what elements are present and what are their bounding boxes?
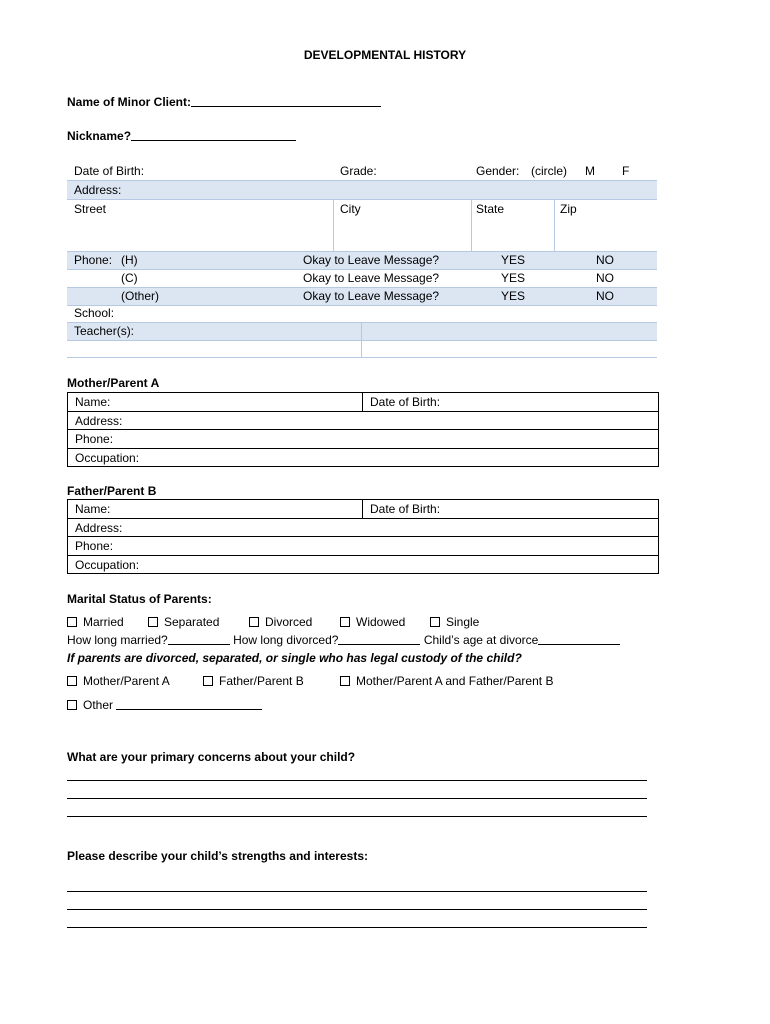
mother-occupation-label: Occupation: bbox=[75, 450, 140, 465]
phone-label: Phone: bbox=[74, 253, 113, 267]
nickname-field[interactable] bbox=[67, 129, 296, 143]
table-line bbox=[67, 269, 657, 270]
mother-occupation-row[interactable] bbox=[68, 449, 658, 467]
widowed-label: Widowed bbox=[356, 615, 406, 629]
childs-age-label: Child’s age at divorce bbox=[423, 633, 539, 647]
table-line bbox=[67, 322, 657, 323]
client-grade-label: Grade: bbox=[340, 164, 377, 178]
no-option-other[interactable]: NO bbox=[596, 289, 614, 303]
durations-line bbox=[67, 633, 620, 647]
zip-label: Zip bbox=[560, 202, 577, 216]
concerns-line-3[interactable] bbox=[67, 816, 647, 817]
mother-heading: Mother/Parent A bbox=[67, 376, 160, 390]
no-option-c[interactable]: NO bbox=[596, 271, 614, 285]
strengths-line-3[interactable] bbox=[67, 927, 647, 928]
table-line bbox=[67, 305, 657, 306]
married-label: Married bbox=[83, 615, 124, 629]
how-long-divorced-field[interactable] bbox=[338, 633, 420, 645]
checkbox-icon bbox=[430, 617, 440, 627]
concerns-heading: What are your primary concerns about your child? bbox=[67, 750, 356, 764]
minor-client-label: Name of Minor Client: bbox=[67, 95, 192, 109]
married-checkbox[interactable] bbox=[67, 615, 124, 629]
father-address-row[interactable] bbox=[68, 519, 658, 538]
mother-address-label: Address: bbox=[75, 413, 123, 428]
cell-divider bbox=[362, 500, 363, 518]
father-name-label: Name: bbox=[75, 502, 111, 516]
father-occupation-label: Occupation: bbox=[75, 557, 140, 572]
father-phone-label: Phone: bbox=[75, 539, 114, 553]
concerns-line-2[interactable] bbox=[67, 798, 647, 799]
school-label: School: bbox=[74, 306, 115, 320]
father-dob-label: Date of Birth: bbox=[370, 502, 441, 516]
father-occupation-row[interactable] bbox=[68, 556, 658, 574]
mother-address-row[interactable] bbox=[68, 412, 658, 431]
minor-client-name-field[interactable] bbox=[67, 95, 381, 109]
separated-checkbox[interactable] bbox=[148, 615, 219, 629]
custody-other-label: Other bbox=[83, 698, 114, 712]
gender-f-option[interactable]: F bbox=[622, 164, 630, 178]
state-zip-divider bbox=[554, 199, 555, 251]
custody-both-checkbox[interactable] bbox=[340, 674, 553, 688]
table-line bbox=[67, 287, 657, 288]
teachers-divider bbox=[361, 322, 362, 357]
custody-question: If parents are divorced, separated, or single who has legal custody of the child? bbox=[67, 651, 522, 665]
mother-name-label: Name: bbox=[75, 395, 111, 409]
custody-other-field[interactable] bbox=[116, 698, 262, 710]
yes-option-other[interactable]: YES bbox=[501, 289, 526, 303]
mother-phone-row[interactable] bbox=[68, 430, 658, 449]
nickname-underline bbox=[131, 129, 296, 141]
how-long-married-field[interactable] bbox=[168, 633, 230, 645]
minor-client-underline bbox=[191, 95, 381, 107]
city-state-divider bbox=[471, 199, 472, 251]
single-checkbox[interactable] bbox=[430, 615, 479, 629]
table-line bbox=[67, 357, 657, 358]
mother-table bbox=[67, 392, 659, 467]
client-address-label: Address: bbox=[74, 183, 122, 197]
checkbox-icon bbox=[203, 676, 213, 686]
okay-message-other: Okay to Leave Message? bbox=[303, 289, 440, 303]
yes-option-h[interactable]: YES bbox=[501, 253, 526, 267]
nickname-label: Nickname? bbox=[67, 129, 132, 143]
father-heading: Father/Parent B bbox=[67, 484, 157, 498]
custody-mother-label: Mother/Parent A bbox=[83, 674, 170, 688]
okay-message-c: Okay to Leave Message? bbox=[303, 271, 440, 285]
checkbox-icon bbox=[249, 617, 259, 627]
yes-option-c[interactable]: YES bbox=[501, 271, 526, 285]
checkbox-icon bbox=[340, 617, 350, 627]
client-dob-label: Date of Birth: bbox=[74, 164, 145, 178]
table-line bbox=[67, 251, 657, 252]
checkbox-icon bbox=[148, 617, 158, 627]
custody-other-checkbox[interactable] bbox=[67, 698, 262, 712]
street-label: Street bbox=[74, 202, 107, 216]
separated-label: Separated bbox=[164, 615, 220, 629]
checkbox-icon bbox=[67, 617, 77, 627]
concerns-line-1[interactable] bbox=[67, 780, 647, 781]
divorced-label: Divorced bbox=[265, 615, 313, 629]
custody-father-label: Father/Parent B bbox=[219, 674, 304, 688]
phone-other-label: (Other) bbox=[121, 289, 160, 303]
mother-dob-label: Date of Birth: bbox=[370, 395, 441, 409]
single-label: Single bbox=[446, 615, 480, 629]
marital-heading: Marital Status of Parents: bbox=[67, 592, 212, 606]
client-gender-label: Gender: bbox=[476, 164, 520, 178]
custody-both-label: Mother/Parent A and Father/Parent B bbox=[356, 674, 554, 688]
address-row-bg bbox=[67, 181, 657, 199]
childs-age-field[interactable] bbox=[538, 633, 620, 645]
widowed-checkbox[interactable] bbox=[340, 615, 405, 629]
divorced-checkbox[interactable] bbox=[249, 615, 312, 629]
strengths-heading: Please describe your child’s strengths and interests: bbox=[67, 849, 368, 863]
father-table bbox=[67, 499, 659, 574]
table-line bbox=[67, 180, 657, 181]
street-city-divider bbox=[333, 199, 334, 251]
checkbox-icon bbox=[340, 676, 350, 686]
mother-phone-label: Phone: bbox=[75, 432, 114, 446]
how-long-married-label: How long married? bbox=[67, 633, 168, 647]
how-long-divorced-label: How long divorced? bbox=[233, 633, 339, 647]
mother-name-row[interactable] bbox=[68, 393, 658, 412]
gender-m-option[interactable]: M bbox=[585, 164, 595, 178]
father-phone-row[interactable] bbox=[68, 537, 658, 556]
strengths-line-1[interactable] bbox=[67, 891, 647, 892]
father-address-label: Address: bbox=[75, 520, 123, 535]
gender-circle-label: (circle) bbox=[531, 164, 567, 178]
father-name-row[interactable] bbox=[68, 500, 658, 519]
table-line bbox=[67, 199, 657, 200]
state-label: State bbox=[476, 202, 505, 216]
custody-father-checkbox[interactable] bbox=[203, 674, 304, 688]
city-label: City bbox=[340, 202, 361, 216]
strengths-line-2[interactable] bbox=[67, 909, 647, 910]
teachers-row-bg bbox=[67, 322, 657, 340]
phone-h-label: (H) bbox=[121, 253, 138, 267]
no-option-h[interactable]: NO bbox=[596, 253, 614, 267]
checkbox-icon bbox=[67, 676, 77, 686]
page-title: DEVELOPMENTAL HISTORY bbox=[303, 48, 467, 62]
teachers-label: Teacher(s): bbox=[74, 324, 135, 338]
okay-message-h: Okay to Leave Message? bbox=[303, 253, 440, 267]
custody-mother-checkbox[interactable] bbox=[67, 674, 170, 688]
table-line bbox=[67, 340, 657, 341]
cell-divider bbox=[362, 393, 363, 411]
phone-c-label: (C) bbox=[121, 271, 138, 285]
checkbox-icon bbox=[67, 700, 77, 710]
